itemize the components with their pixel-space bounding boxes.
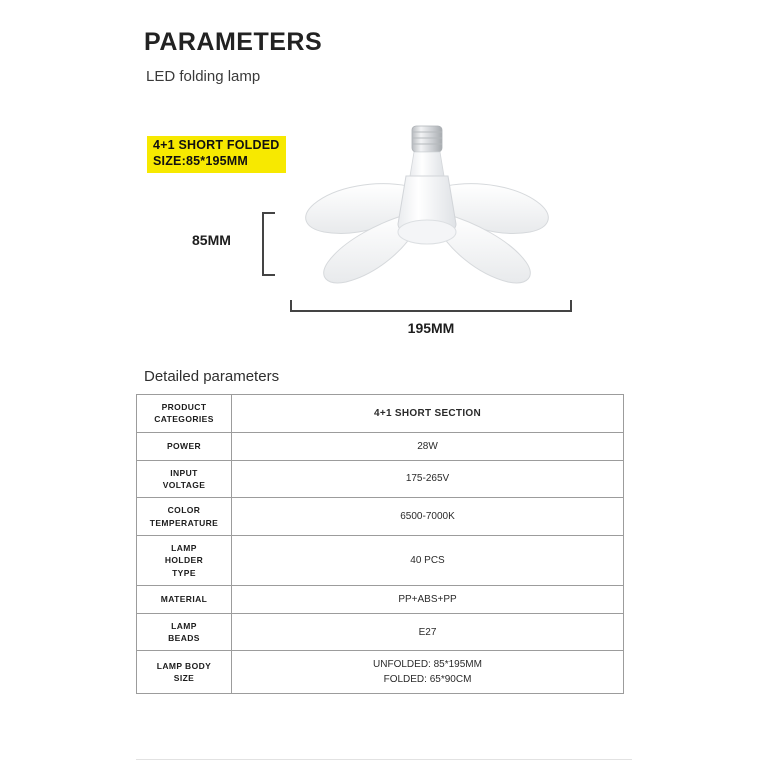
table-row-value: 40 PCS xyxy=(232,535,624,585)
width-dimension-label: 195MM xyxy=(407,320,455,336)
table-row-value: 4+1 SHORT SECTION xyxy=(232,395,624,433)
table-row-key: COLOR TEMPERATURE xyxy=(137,498,232,536)
lamp-illustration xyxy=(280,120,600,320)
table-row xyxy=(137,395,624,433)
page-subtitle: LED folding lamp xyxy=(146,68,261,85)
height-dimension-bracket xyxy=(262,212,275,276)
table-row xyxy=(137,651,624,694)
table-row-value: 175-265V xyxy=(232,460,624,498)
table-row-value: 28W xyxy=(232,432,624,460)
badge-line-2: SIZE:85*195MM xyxy=(153,153,248,168)
table-row-value: 6500-7000K xyxy=(232,498,624,536)
table-row xyxy=(137,585,624,613)
table-row xyxy=(137,432,624,460)
table-row-key: LAMP BODY SIZE xyxy=(137,651,232,694)
table-row-key: LAMP BEADS xyxy=(137,613,232,651)
parameters-table xyxy=(136,394,624,694)
table-row-key: PRODUCT CATEGORIES xyxy=(137,395,232,433)
table-row-key: LAMP HOLDER TYPE xyxy=(137,535,232,585)
led-folding-lamp-icon xyxy=(280,120,600,320)
table-row xyxy=(137,535,624,585)
folded-size-badge xyxy=(147,136,286,173)
page-title: PARAMETERS xyxy=(144,28,323,56)
table-row-key: MATERIAL xyxy=(137,585,232,613)
table-row-value: E27 xyxy=(232,613,624,651)
table-row xyxy=(137,613,624,651)
badge-line-1: 4+1 SHORT FOLDED xyxy=(153,138,280,152)
table-row-value: UNFOLDED: 85*195MM FOLDED: 65*90CM xyxy=(232,651,624,694)
table-row xyxy=(137,460,624,498)
table-row-key: INPUT VOLTAGE xyxy=(137,460,232,498)
height-dimension-label: 85MM xyxy=(192,232,231,248)
table-row xyxy=(137,498,624,536)
table-row-value: PP+ABS+PP xyxy=(232,585,624,613)
detailed-parameters-title: Detailed parameters xyxy=(144,368,280,385)
width-dimension-bracket xyxy=(290,300,572,312)
bottom-divider xyxy=(136,759,632,760)
table-row-key: POWER xyxy=(137,432,232,460)
